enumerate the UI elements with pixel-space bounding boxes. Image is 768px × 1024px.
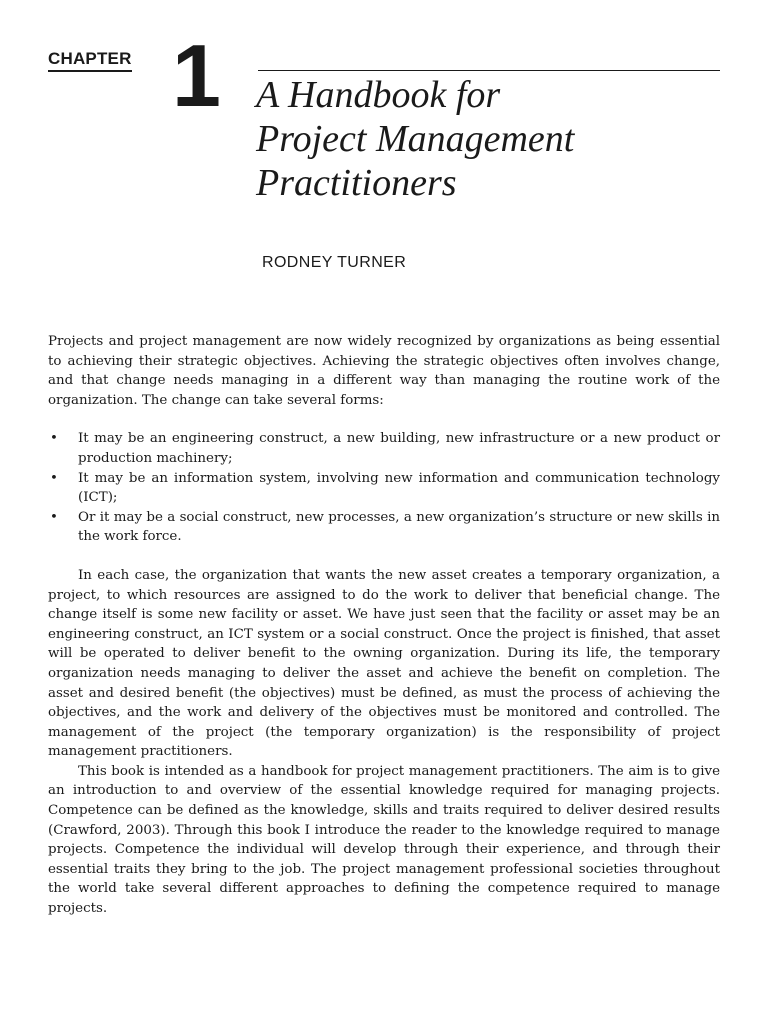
list-item: [48, 429, 720, 468]
author-name: RODNEY TURNER: [262, 254, 407, 271]
title-rule: [258, 70, 720, 71]
bullet-icon: •: [50, 470, 58, 486]
bullet-icon: •: [50, 509, 58, 525]
list-item: [48, 508, 720, 547]
body-paragraph: This book is intended as a handbook for project management practitioners. The aim is to give an introduction to and overview of the essential knowledge required for managing projects. Competence can be defined as the knowledge, skills and traits required to deliver desired results (Crawford, 2003). Through this book I introduce the reader to the knowledge required to manage projects. Competence the individual will develop through their experience, and through their essential traits they bring to the job. The project management professional societies throughout the world take several different approaches to defining the competence required to manage projects.: [48, 763, 720, 917]
intro-paragraph: Projects and project management are now widely recognized by organizations as being essential to achieving their strategic objectives. Achieving the strategic objectives often involves change, and that change needs managing in a different way than managing the routine work of the organization. The change can take several forms:: [48, 334, 720, 408]
chapter-label: CHAPTER: [48, 48, 132, 72]
chapter-title-line: Project Management: [256, 118, 575, 160]
list-item-text: Or it may be a social construct, new processes, a new organization’s structure or new skills in the work force.: [78, 509, 720, 545]
bullet-list: [48, 429, 720, 547]
body-text: [48, 332, 720, 919]
list-item: [48, 469, 720, 508]
list-item-text: It may be an information system, involving new information and communication technology (ICT);: [78, 470, 720, 506]
chapter-number: 1: [172, 26, 221, 125]
chapter-title: [256, 73, 726, 205]
list-item-text: It may be an engineering construct, a new building, new infrastructure or a new product or production machinery;: [78, 431, 720, 466]
chapter-title-line: Practitioners: [256, 162, 457, 204]
chapter-title-line: A Handbook for: [256, 74, 501, 116]
body-paragraph: In each case, the organization that wants the new asset creates a temporary organization, a project, to which resources are assigned to do the work to deliver that beneficial change. The change itself is some new facility or asset. We have just seen that the facility or asset may be an engineering construct, an ICT system or a social construct. Once the project is finished, that asset will be operated to deliver benefit to the owning organization. During its life, the temporary organization needs managing to deliver the asset and achieve the benefit on completion. The asset and desired benefit (the objectives) must be defined, as must the process of achieving the objectives, and the work and delivery of the objectives must be monitored and controlled. The management of the project (the temporary organization) is the responsibility of project management practitioners.: [48, 567, 720, 760]
bullet-icon: •: [50, 431, 58, 447]
